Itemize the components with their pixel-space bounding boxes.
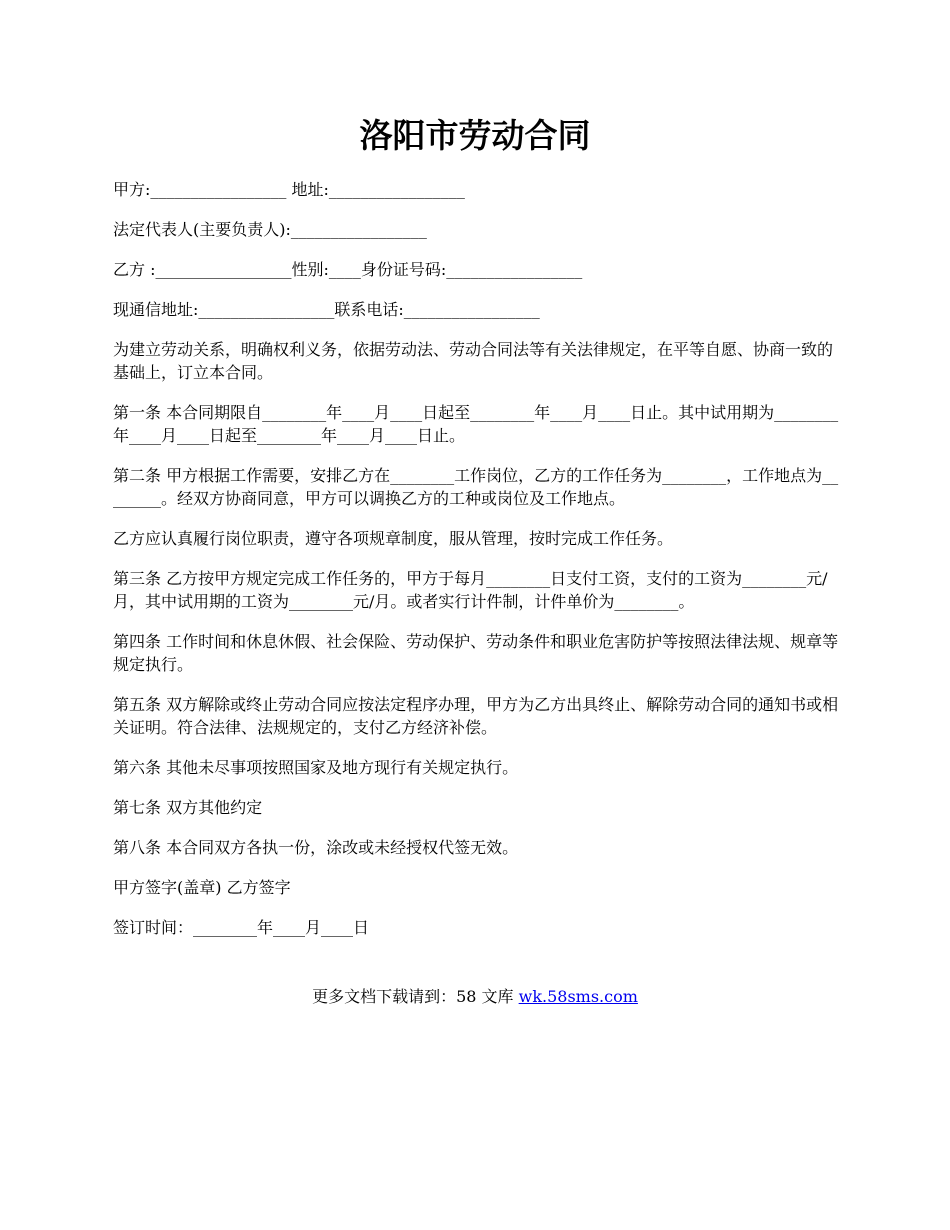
article-7: 第七条 双方其他约定 bbox=[113, 798, 263, 817]
article-1: 第一条 本合同期限自________年____月____日起至________年____月____日止。其中试用期为________年____月____日起至________年____月____日止。 bbox=[113, 403, 839, 445]
signing-date-line: 签订时间：________年____月____日 bbox=[113, 918, 370, 937]
article-6: 第六条 其他未尽事项按照国家及地方现行有关规定执行。 bbox=[113, 758, 519, 777]
article-8: 第八条 本合同双方各执一份，涂改或未经授权代签无效。 bbox=[113, 838, 519, 857]
article-4: 第四条 工作时间和休息休假、社会保险、劳动保护、劳动条件和职业危害防护等按照法律法规、规章等规定执行。 bbox=[113, 632, 839, 674]
preamble-paragraph: 为建立劳动关系，明确权利义务，依据劳动法、劳动合同法等有关法律规定，在平等自愿、协商一致的基础上，订立本合同。 bbox=[113, 340, 834, 382]
contract-body bbox=[113, 178, 843, 956]
contact-address-line: 现通信地址:_________________联系电话:_________________ bbox=[113, 300, 540, 319]
party-b-line: 乙方 :_________________性别:____身份证号码:_________________ bbox=[113, 260, 583, 279]
duty-paragraph: 乙方应认真履行岗位职责，遵守各项规章制度，服从管理，按时完成工作任务。 bbox=[113, 529, 674, 548]
legal-representative-line: 法定代表人(主要负责人):_________________ bbox=[113, 220, 427, 239]
party-a-line: 甲方:_________________ 地址:_________________ bbox=[113, 180, 465, 199]
footer-prefix: 更多文档下载请到：58 文库 bbox=[312, 987, 519, 1006]
article-5: 第五条 双方解除或终止劳动合同应按法定程序办理，甲方为乙方出具终止、解除劳动合同的通知书或相关证明。符合法律、法规规定的，支付乙方经济补偿。 bbox=[113, 695, 839, 737]
footer-note bbox=[0, 985, 950, 1008]
article-3: 第三条 乙方按甲方规定完成工作任务的，甲方于每月________日支付工资，支付的工资为________元/月，其中试用期的工资为________元/月。或者实行计件制，计件单价为________。 bbox=[113, 569, 828, 611]
footer-link[interactable]: wk.58sms.com bbox=[518, 987, 638, 1006]
article-2: 第二条 甲方根据工作需要，安排乙方在________工作岗位，乙方的工作任务为________，工作地点为________。经双方协商同意，甲方可以调换乙方的工种或岗位及工作地点。 bbox=[113, 466, 839, 508]
signature-line: 甲方签字(盖章) 乙方签字 bbox=[113, 878, 291, 897]
page-title: 洛阳市劳动合同 bbox=[359, 116, 591, 155]
